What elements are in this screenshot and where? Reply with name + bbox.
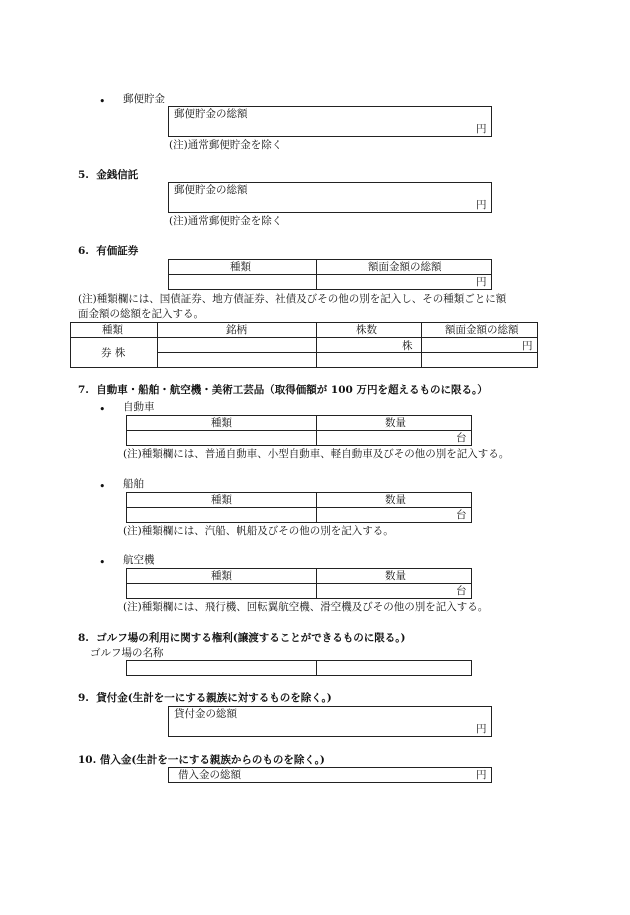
car-note: (注)種類欄には、普通自動車、小型自動車、軽自動車及びその他の別を記入する。 [123, 448, 510, 460]
ship-unit: 台 [456, 509, 467, 521]
borrowings-heading: 10. 借入金(生計を一にする親族からのものを除く。) [78, 754, 325, 766]
borrowings-box-label: 借入金の総額 [178, 769, 241, 781]
ship-bullet-label: 船舶 [123, 478, 144, 490]
postal-bullet-label: 郵便貯金 [123, 93, 165, 105]
stock-shares-cell[interactable] [317, 338, 420, 352]
aircraft-unit: 台 [456, 585, 467, 597]
securities-col-type: 種類 [230, 261, 251, 273]
bullet-icon: • [99, 480, 106, 493]
postal-box-label: 郵便貯金の総額 [174, 108, 248, 120]
ship-note: (注)種類欄には、汽船、帆船及びその他の別を記入する。 [123, 525, 394, 537]
bullet-icon: • [99, 95, 106, 108]
aircraft-note: (注)種類欄には、飛行機、回転翼航空機、滑空機及びその他の別を記入する。 [123, 601, 489, 613]
securities-col-face: 額面金額の総額 [368, 261, 442, 273]
loans-unit: 円 [476, 723, 487, 735]
postal-unit: 円 [476, 123, 487, 135]
stock-brand-cell[interactable] [158, 338, 315, 352]
ship-col-qty: 数量 [385, 494, 406, 506]
stock-col-brand: 銘柄 [226, 324, 247, 336]
securities-note-line1: (注)種類欄には、国債証券、地方債証券、社債及びその他の別を記入し、その種類ごとに額 [78, 293, 507, 305]
stock-row-label: 券 株 [101, 347, 126, 359]
car-col-qty: 数量 [385, 417, 406, 429]
money-trust-unit: 円 [476, 199, 487, 211]
stock-face-cell[interactable] [422, 338, 537, 352]
securities-unit: 円 [476, 276, 487, 288]
loans-box-label: 貸付金の総額 [174, 708, 237, 720]
securities-heading: 6. 有価証券 [78, 245, 139, 257]
aircraft-col-type: 種類 [211, 570, 232, 582]
golf-name-label: ゴルフ場の名称 [90, 647, 164, 659]
securities-type-cell[interactable] [169, 275, 315, 289]
golf-heading: 8. ゴルフ場の利用に関する権利(譲渡することができるものに限る。) [78, 632, 406, 644]
golf-name-cell[interactable] [127, 661, 315, 675]
postal-note: (注)通常郵便貯金を除く [169, 139, 283, 151]
borrowings-unit: 円 [476, 769, 487, 781]
car-col-type: 種類 [211, 417, 232, 429]
stock-shares-unit: 株 [402, 340, 413, 352]
golf-value-cell[interactable] [317, 661, 471, 675]
loans-heading: 9. 貸付金(生計を一にする親族に対するものを除く。) [78, 692, 332, 704]
car-bullet-label: 自動車 [123, 401, 155, 413]
car-unit: 台 [456, 432, 467, 444]
aircraft-bullet-label: 航空機 [123, 554, 155, 566]
vehicles-heading: 7. 自動車・船舶・航空機・美術工芸品（取得価額が 100 万円を超えるものに限る。） [78, 384, 488, 396]
stock-col-type: 種類 [102, 324, 123, 336]
money-trust-heading: 5. 金銭信託 [78, 169, 139, 181]
bullet-icon: • [99, 403, 106, 416]
stock-col-face: 額面金額の総額 [445, 324, 519, 336]
bullet-icon: • [99, 556, 106, 569]
stock-face-unit: 円 [522, 340, 533, 352]
ship-col-type: 種類 [211, 494, 232, 506]
money-trust-box-label: 郵便貯金の総額 [174, 184, 248, 196]
securities-note-line2: 面金額の総額を記入する。 [78, 308, 204, 320]
aircraft-col-qty: 数量 [385, 570, 406, 582]
stock-col-shares: 株数 [356, 324, 377, 336]
money-trust-note: (注)通常郵便貯金を除く [169, 215, 283, 227]
